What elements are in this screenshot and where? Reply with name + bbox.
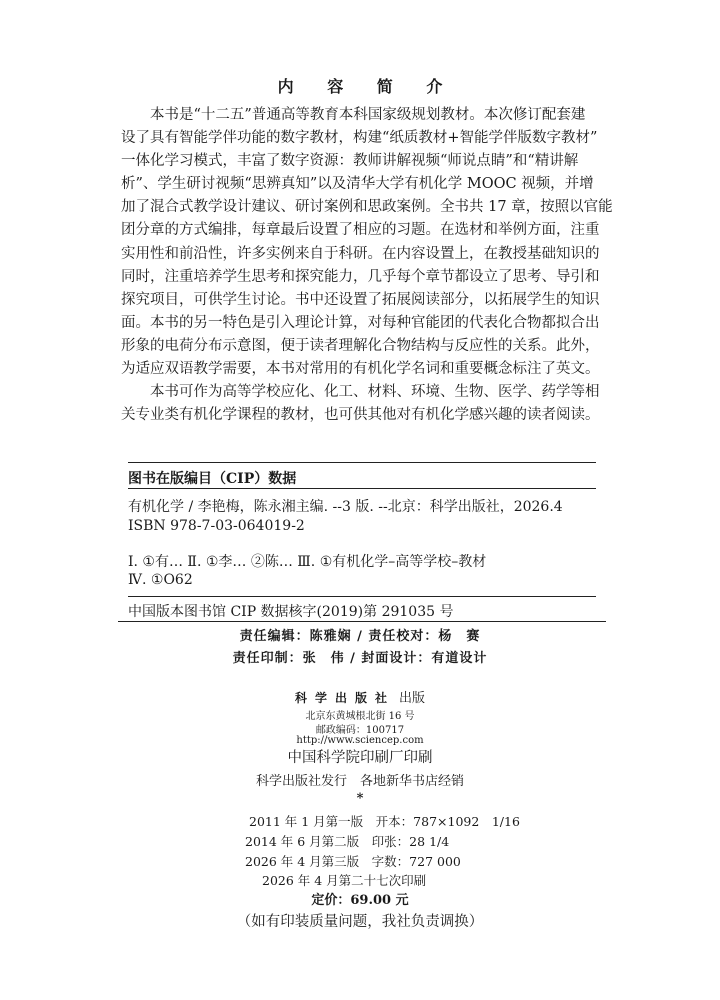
intro-text (121, 104, 613, 427)
intro-line: 探究项目，可供学生讨论。书中还设置了拓展阅读部分，以拓展学生的知识 (121, 291, 600, 308)
edition-row: 2026 年 4 月第三版 字数：727 000 (245, 854, 461, 869)
cip-bottom-rule (118, 621, 606, 622)
printer: 中国科学院印刷厂印刷 (287, 750, 433, 766)
intro-line: 为适应双语教学需要，本书对常用的有机化学名词和重要概念标注了英文。 (121, 361, 600, 378)
intro-line: 析”、学生研讨视频“思辨真知”以及清华大学有机化学 MOOC 视频，并增 (121, 176, 594, 193)
intro-line: 形象的电荷分布示意图，便于读者理解化合物结构与反应性的关系。此外， (121, 337, 600, 354)
intro-line: 加了混合式教学设计建议、研讨案例和思政案例。全书共 17 章，按照以官能 (121, 199, 613, 216)
publisher-suffix: 出版 (399, 691, 426, 706)
cip-classification: Ⅳ. ①O62 (128, 572, 193, 588)
intro-line: 一体化学习模式，丰富了数字资源：教师讲解视频“师说点睛”和“精讲解 (121, 153, 579, 170)
cip-isbn: ISBN 978-7-03-064019-2 (128, 518, 305, 534)
quality-notice: （如有印装质量问题，我社负责调换） (236, 914, 484, 930)
intro-line: 面。本书的另一特色是引入理论计算，对每种官能团的代表化合物都拟合出 (121, 314, 600, 331)
intro-line: 同时，注重培养学生思考和探究能力，几乎每个章节都设立了思考、导引和 (121, 268, 600, 285)
edition-row: 2014 年 6 月第二版 印张：28 1/4 (245, 834, 450, 849)
publisher-name: 科学出版社 (294, 691, 395, 705)
intro-line: 本书可作为高等学校应化、化工、材料、环境、生物、医学、药学等相 (150, 384, 600, 401)
cip-mid-rule (128, 596, 596, 597)
intro-line: 关专业类有机化学课程的教材，也可供其他对有机化学感兴趣的读者阅读。 (121, 407, 600, 424)
cip-entry: 有机化学 / 李艳梅，陈永湘主编. --3 版. --北京：科学出版社，2026.4 (128, 499, 563, 515)
edition-row: 2026 年 4 月第二十七次印刷 (262, 873, 427, 888)
publisher-postcode: 邮政编码：100717 (315, 725, 405, 736)
publisher-address: 北京东黄城根北街 16 号 (305, 711, 415, 722)
intro-line: 实用性和前沿性，许多实例来自于科研。在内容设置上，在教授基础知识的 (121, 245, 600, 262)
edition-row: 2011 年 1 月第一版 开本：787×1092 1/16 (249, 814, 520, 829)
production-credits: 责任印制：张 伟 / 封面设计：有道设计 (232, 651, 488, 666)
cip-check-number: 中国版本图书馆 CIP 数据核字(2019)第 291035 号 (128, 604, 454, 620)
cip-heading: 图书在版编目（CIP）数据 (128, 471, 297, 487)
distribution: 科学出版社发行 各地新华书店经销 (255, 774, 464, 789)
separator-star: * (356, 791, 364, 806)
publisher-line (0, 687, 720, 706)
intro-line: 设了具有智能学伴功能的数字教材，构建“纸质教材+智能学伴版数字教材” (121, 130, 598, 147)
intro-line: 本书是“十二五”普通高等教育本科国家级规划教材。本次修订配套建 (150, 107, 586, 123)
cip-top-rule (128, 462, 596, 463)
publisher-url: http://www.sciencep.com (296, 735, 424, 746)
intro-line: 团分章的方式编排，每章最后设置了相应的习题。在选材和举例方面，注重 (121, 222, 600, 239)
editor-credits: 责任编辑：陈雅娴 / 责任校对：杨 赛 (239, 629, 481, 644)
page-title: 内 容 简 介 (277, 77, 457, 96)
cip-heading-rule (128, 488, 596, 489)
cip-subjects: Ⅰ. ①有… Ⅱ. ①李… ②陈… Ⅲ. ①有机化学–高等学校–教材 (128, 554, 487, 570)
price: 定价：69.00 元 (311, 893, 409, 908)
